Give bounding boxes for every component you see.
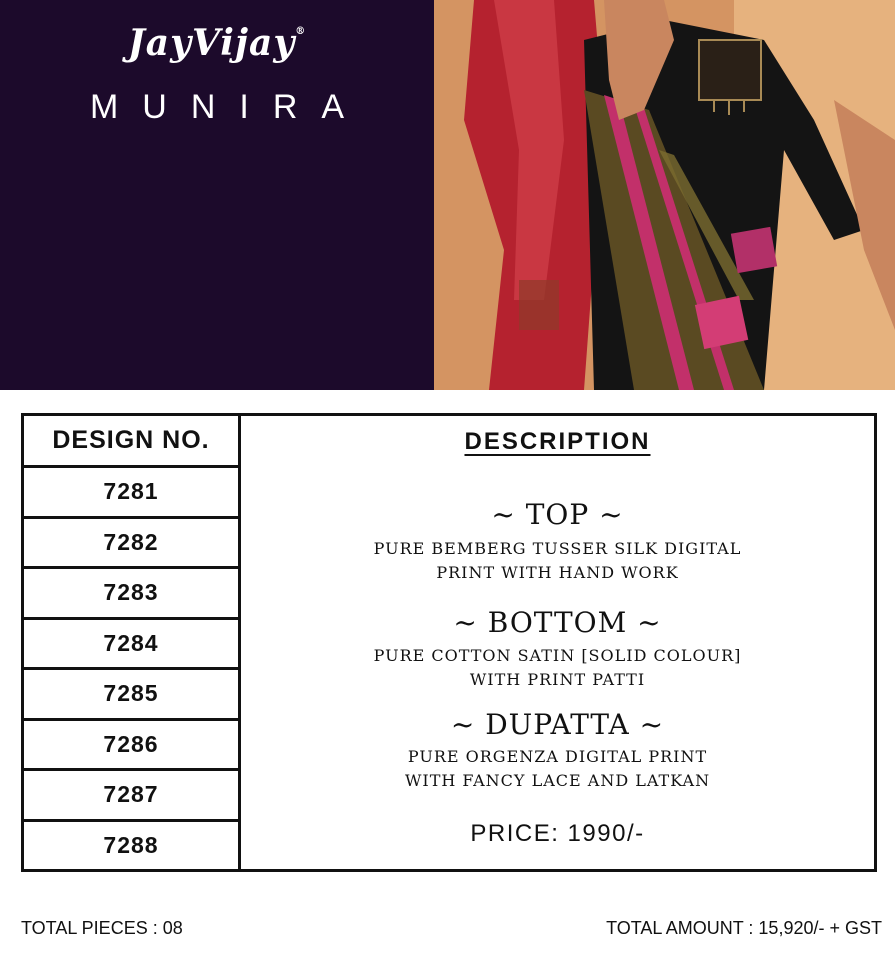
model-photo-illustration	[434, 0, 895, 390]
design-number-row: 7281	[24, 468, 238, 519]
bottom-section-line: WITH PRINT PATTI	[469, 670, 646, 689]
registered-mark: ®	[295, 26, 307, 37]
design-number-row: 7287	[24, 771, 238, 822]
dupatta-section-line: PURE ORGENZA DIGITAL PRINT	[407, 747, 708, 766]
top-section-line: PURE BEMBERG TUSSER SILK DIGITAL	[373, 539, 742, 558]
dupatta-section-title: ~ DUPATTA ~	[450, 708, 665, 741]
design-number-row: 7283	[24, 569, 238, 620]
model-photo	[434, 0, 895, 390]
dupatta-section-line: WITH FANCY LACE AND LATKAN	[404, 771, 711, 790]
collection-title: MUNIRA	[89, 88, 369, 126]
brand-logo	[0, 22, 434, 64]
design-spec-table	[21, 413, 877, 872]
design-number-header: DESIGN NO.	[24, 416, 238, 468]
design-number-row: 7285	[24, 670, 238, 721]
total-pieces: TOTAL PIECES : 08	[21, 918, 183, 938]
design-number-row: 7286	[24, 721, 238, 772]
total-amount: TOTAL AMOUNT : 15,920/- + GST	[606, 918, 882, 938]
description-header: DESCRIPTION	[464, 428, 651, 455]
brand-panel	[0, 0, 434, 390]
brand-logo-text: JayVijay	[127, 22, 296, 64]
catalog-banner	[0, 0, 895, 390]
top-section-line: PRINT WITH HAND WORK	[436, 563, 679, 582]
design-number-column	[24, 416, 241, 869]
bottom-section-title: ~ BOTTOM ~	[453, 606, 662, 639]
bottom-section-line: PURE COTTON SATIN [SOLID COLOUR]	[373, 646, 742, 665]
price-label: PRICE: 1990/-	[470, 820, 645, 847]
design-number-row: 7282	[24, 519, 238, 570]
top-section-title: ~ TOP ~	[491, 498, 624, 531]
design-number-row: 7288	[103, 831, 159, 858]
design-number-row: 7284	[24, 620, 238, 671]
description-column	[241, 416, 874, 869]
